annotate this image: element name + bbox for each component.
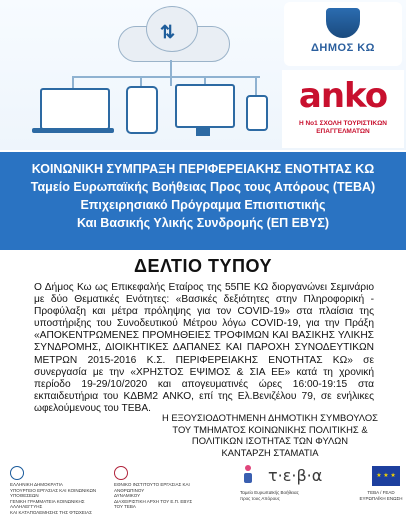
municipality-crest-icon [326, 8, 360, 38]
ministry-text [10, 482, 106, 515]
monitor-icon [175, 84, 235, 128]
signature-line: ΤΟΥ ΤΜΗΜΑΤΟΣ ΚΟΙΝΩΝΙΚΗΣ ΠΟΛΙΤΙΚΗΣ & [150, 424, 390, 436]
eiead-line: ΤΟΥ ΤΕΒΑ [114, 504, 214, 510]
banner-line: ΚΟΙΝΩΝΙΚΗ ΣΥΜΠΡΑΞΗ ΠΕΡΙΦΕΡΕΙΑΚΗΣ ΕΝΟΤΗΤΑΣ ΚΩ [0, 162, 406, 177]
tablet-icon [126, 86, 158, 134]
connector-line [72, 76, 74, 88]
program-banner [0, 152, 406, 250]
signature-line: Η ΕΞΟΥΣΙΟΔΟΤΗΜΕΝΗ ΔΗΜΟΤΙΚΗ ΣΥΜΒΟΥΛΟΣ [150, 412, 390, 424]
eu-line: ΕΥΡΩΠΑΪΚΗ ΕΝΩΣΗ [358, 496, 404, 502]
banner-line: Και Βασικής Υλικής Συνδρομής (ΕΠ ΕΒΥΣ) [0, 216, 406, 231]
teba-subtitle [240, 490, 340, 501]
press-release-title: ΔΕΛΤΙΟ ΤΥΠΟΥ [0, 256, 406, 277]
banner-line: Επιχειρησιακό Πρόγραμμα Επισιτιστικής [0, 198, 406, 213]
connector-line [170, 60, 172, 86]
ministry-line: ΚΑΙ ΚΑΤΑΠΟΛΕΜΗΣΗΣ ΤΗΣ ΦΤΩΧΕΙΑΣ [10, 510, 106, 515]
laptop-base [32, 128, 114, 133]
eiead-logo-icon [114, 466, 128, 480]
signature-name: ΚΑΝΤΑΡΖΗ ΣΤΑΜΑΤΙΑ [150, 447, 390, 459]
connector-line [140, 76, 142, 86]
hero-illustration [0, 0, 406, 150]
teba-subtitle-line: Ταμείο Ευρωπαϊκής Βοήθειας [240, 490, 340, 496]
eiead-text [114, 482, 214, 510]
press-release-body: Ο Δήμος Κω ως Επικεφαλής Εταίρος της 55ΠΕ ΚΩ διοργανώνει Σεμινάριο με δύο Θεματικές Ενότητες: «Βασικές δεξιότητες στην Πληροφορική - Προφύλαξη και μέτρα πρόληψης για τον COVID-19» στα πλαίσια της υποστήριξης του Συνοδευτικού Μέτρου λόγω COVID-19, για την Πράξη «ΑΠΟΚΕΝΤΡΩΜΕΝΕΣ ΠΡΟΜΗΘΕΙΕΣ ΤΡΟΦΙΜΩΝ ΚΑΙ ΒΑΣΙΚΗΣ ΥΛΙΚΗΣ ΣΥΝΔΡΟΜΗΣ, ΔΙΟΙΚΗΤΙΚΕΣ ΔΑΠΑΝΕΣ ΚΑΙ ΠΑΡΟΧΗ ΣΥΝΟΔΕΥΤΙΚΩΝ ΜΕΤΡΩΝ 2015-2016 Κ.Σ. ΠΕΡΙΦΕΡΕΙΑΚΗΣ ΕΝΟΤΗΤΑΣ ΚΩ» σε συνεργασία με την «ΧΡΗΣΤΟΣ ΕΨΙΜΟΣ & ΣΙΑ ΕΕ» κατά τη χρονική περίοδο 19-29/10/2020 και απογευματινές ώρες 16:00-19:15 στα εκπαιδευτήρια του ΚΔΒΜ2 ΑΝΚΟ, επί της Ελ.Βενιζέλου 79, σε ενήλικες ωφελούμενους του ΤΕΒΑ. [34, 282, 374, 415]
banner-line: Ταμείο Ευρωπαϊκής Βοήθειας Προς τους Απόρους (ΤΕΒΑ) [0, 180, 406, 195]
eiead-line: ΕΘΝΙΚΟ ΙΝΣΤΙΤΟΥΤΟ ΕΡΓΑΣΙΑΣ ΚΑΙ ΑΝΘΡΩΠΙΝΟΥ [114, 482, 214, 493]
ministry-line: ΥΠΟΥΡΓΕΙΟ ΕΡΓΑΣΙΑΣ ΚΑΙ ΚΟΙΝΩΝΙΚΩΝ ΥΠΟΘΕΣΕΩΝ [10, 488, 106, 499]
dimos-ko-label: ΔΗΜΟΣ ΚΩ [284, 42, 402, 54]
sync-arrows-icon: ⇅ [160, 22, 175, 43]
eiead-line: ΔΙΑΧΕΙΡΙΣΤΙΚΗ ΑΡΧΗ ΤΟΥ Ε.Π. ΕΒΥΣ [114, 499, 214, 505]
laptop-icon [40, 88, 110, 130]
greek-crest-icon [10, 466, 24, 480]
anko-subtitle-line: ΕΠΑΓΓΕΛΜΑΤΩΝ [282, 128, 404, 136]
ministry-line: ΓΕΝΙΚΗ ΓΡΑΜΜΑΤΕΙΑ ΚΟΙΝΩΝΙΚΗΣ ΑΛΛΗΛΕΓΓΥΗΣ [10, 499, 106, 510]
teba-subtitle-line: προς τους Απόρους [240, 496, 340, 502]
signature-line: ΠΟΛΙΤΙΚΩΝ ΙΣΟΤΗΤΑΣ ΤΩΝ ΦΥΛΩΝ [150, 435, 390, 447]
anko-subtitle-line: Η Νο1 ΣΧΟΛΗ ΤΟΥΡΙΣΤΙΚΩΝ [282, 120, 404, 128]
connector-line [255, 76, 257, 95]
eu-flag-icon: ★ ★ ★ [372, 466, 400, 486]
teba-mark-icon [240, 464, 256, 484]
dimos-ko-logo [284, 2, 402, 66]
signature-block [150, 412, 390, 458]
connector-line [204, 76, 206, 84]
eu-line: ΤΕΒΑ / FEAD [358, 490, 404, 496]
sponsor-footer [0, 460, 406, 512]
phone-icon [246, 95, 268, 131]
anko-logo [282, 70, 404, 148]
teba-logo: τ·ε·β·α [268, 466, 322, 485]
connector-line [72, 76, 260, 78]
eu-text [358, 490, 404, 501]
anko-subtitle [282, 120, 404, 136]
eiead-line: ΔΥΝΑΜΙΚΟΥ [114, 493, 214, 499]
monitor-stand [196, 126, 210, 136]
ministry-line: ΕΛΛΗΝΙΚΗ ΔΗΜΟΚΡΑΤΙΑ [10, 482, 106, 488]
anko-name: anko [282, 76, 404, 116]
